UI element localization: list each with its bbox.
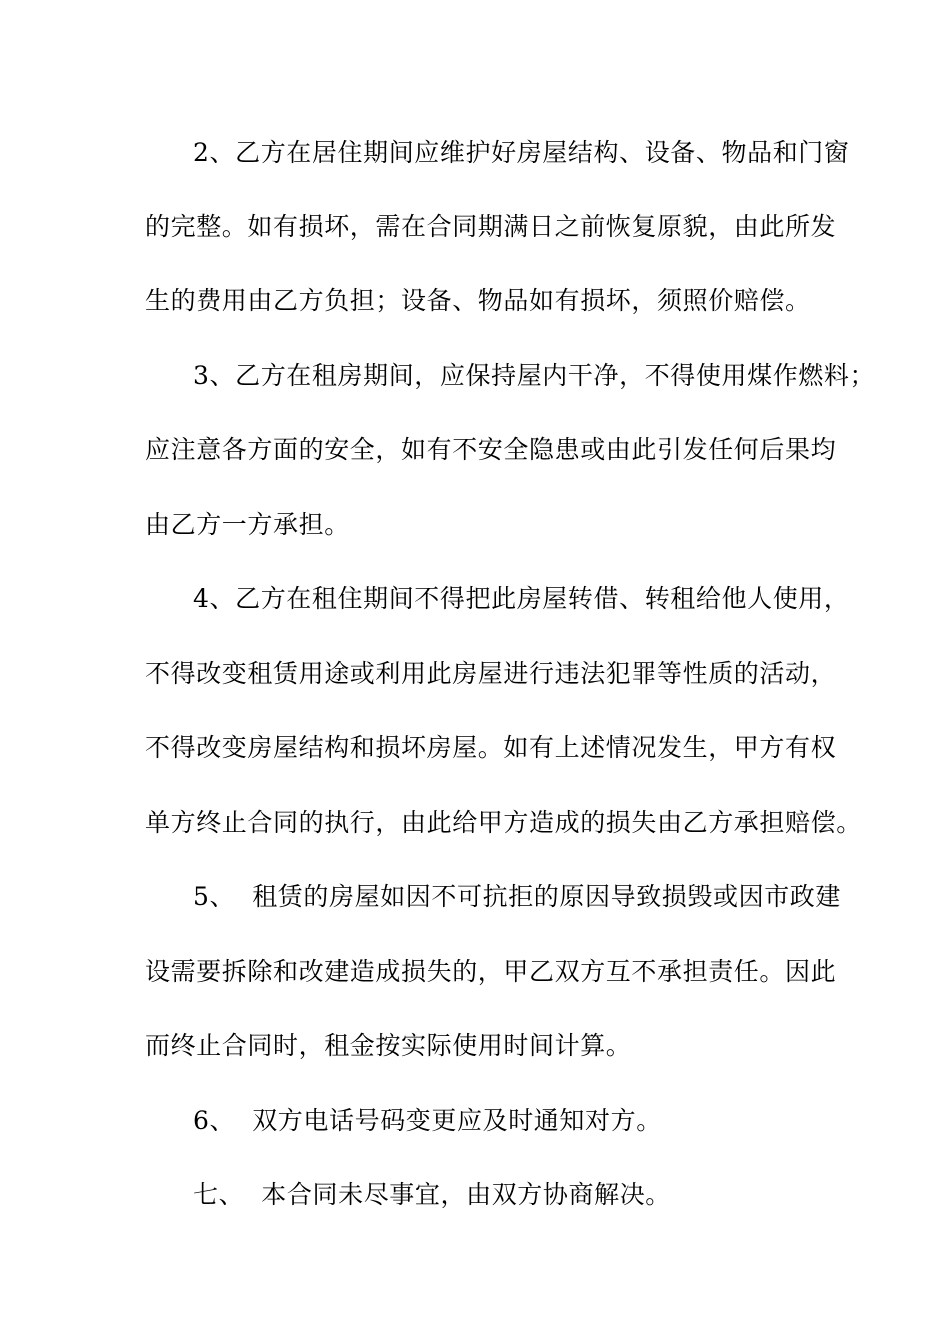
clause-4-line-3: 不得改变房屋结构和损坏房屋。如有上述情况发生，甲方有权 xyxy=(145,733,837,762)
clause-4-line-4: 单方终止合同的执行，由此给甲方造成的损失由乙方承担赔偿。 xyxy=(145,808,862,837)
clause-3-line-1: 3、乙方在租房期间，应保持屋内干净，不得使用煤作燃料； xyxy=(193,361,876,390)
clause-5-line-3: 而终止合同时，租金按实际使用时间计算。 xyxy=(145,1031,632,1060)
clause-3-line-2: 应注意各方面的安全，如有不安全隐患或由此引发任何后果均 xyxy=(145,435,837,464)
clause-2-line-1: 2、乙方在居住期间应维护好房屋结构、设备、物品和门窗 xyxy=(193,138,850,167)
clause-4-line-1: 4、乙方在租住期间不得把此房屋转借、转租给他人使用， xyxy=(193,584,850,613)
article-7-line-1: 七、 本合同未尽事宜，由双方协商解决。 xyxy=(193,1180,671,1209)
clause-3-line-3: 由乙方一方承担。 xyxy=(145,510,350,539)
clause-5-line-2: 设需要拆除和改建造成损失的，甲乙双方互不承担责任。因此 xyxy=(145,957,837,986)
clause-2-line-2: 的完整。如有损坏，需在合同期满日之前恢复原貌，由此所发 xyxy=(145,212,837,241)
clause-6-line-1: 6、 双方电话号码变更应及时通知对方。 xyxy=(193,1106,662,1135)
clause-4-line-2: 不得改变租赁用途或利用此房屋进行违法犯罪等性质的活动， xyxy=(145,659,837,688)
clause-5-line-1: 5、 租赁的房屋如因不可抗拒的原因导致损毁或因市政建 xyxy=(193,882,842,911)
clause-2-line-3: 生的费用由乙方负担；设备、物品如有损坏，须照价赔偿。 xyxy=(145,286,811,315)
